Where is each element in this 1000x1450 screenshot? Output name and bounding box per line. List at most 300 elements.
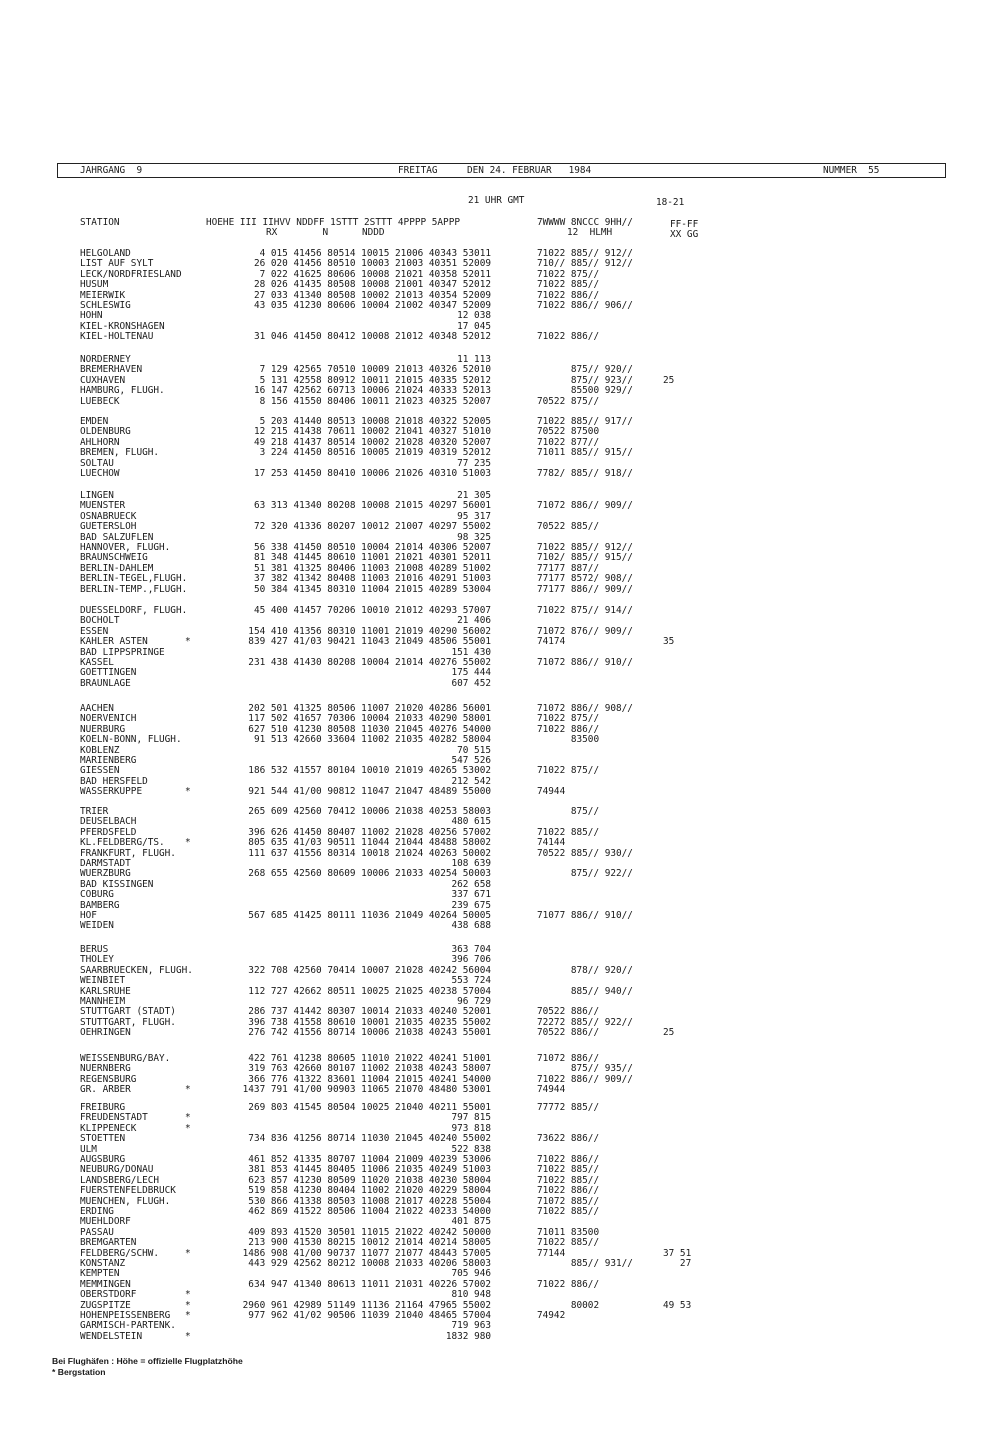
station-name: WENDELSTEIN — [80, 1330, 143, 1342]
table-row — [0, 532, 1000, 542]
observation-codes: 366 776 41322 83601 11004 21015 40241 54000 — [248, 1073, 491, 1085]
table-row — [0, 713, 1000, 723]
table-row — [0, 1258, 1000, 1268]
station-name: SAARBRUECKEN, FLUGH. — [80, 964, 193, 976]
weather-codes: 74944 — [537, 1084, 566, 1096]
wind-gust-codes: 27 — [663, 1258, 692, 1269]
observation-codes: 5 203 41440 80513 10008 21018 40322 52005 — [259, 416, 491, 427]
station-name: MANNHEIM — [80, 996, 126, 1007]
table-row — [0, 703, 1000, 713]
observation-codes: 95 317 — [457, 510, 491, 522]
footnote-mountain: * Bergstation — [52, 1367, 106, 1377]
station-name: HOF — [80, 910, 97, 921]
station-name: STUTTGART (STADT) — [80, 1006, 176, 1018]
table-row — [0, 975, 1000, 985]
station-name: LECK/NORDFRIESLAND — [80, 268, 182, 280]
weather-codes: 71022 877// — [537, 436, 600, 448]
weather-codes: 71077 886// 910// — [537, 910, 633, 921]
weather-codes: 875// 923// — [537, 374, 633, 386]
station-name: KIEL-HOLTENAU — [80, 331, 154, 343]
weather-codes: 83500 — [537, 734, 600, 746]
station-name: KAHLER ASTEN — [80, 636, 148, 648]
table-row — [0, 375, 1000, 385]
table-row — [0, 1027, 1000, 1037]
weather-codes: 74942 — [537, 1310, 566, 1321]
weather-codes: 70522 885// 930// — [537, 847, 633, 859]
weather-codes: 71022 886// — [537, 289, 600, 301]
mountain-marker: * — [185, 1330, 191, 1342]
station-name: FELDBERG/SCHW. — [80, 1247, 160, 1259]
observation-codes: 337 671 — [451, 889, 491, 901]
observation-codes: 363 704 — [451, 944, 491, 955]
station-name: HAMBURG, FLUGH. — [80, 385, 165, 397]
station-name: MEMMINGEN — [80, 1278, 131, 1290]
table-row — [0, 563, 1000, 573]
table-row — [0, 1206, 1000, 1216]
mountain-marker: * — [185, 837, 191, 849]
observation-codes: 70 515 — [457, 744, 491, 756]
station-name: PFERDSFELD — [80, 826, 137, 838]
table-row — [0, 1154, 1000, 1164]
page-header-bar — [57, 163, 946, 178]
main-columns-subheader: RX N NDDD — [266, 227, 385, 238]
observation-codes: 31 046 41450 80412 10008 21012 40348 52012 — [253, 331, 491, 343]
station-name: AUGSBURG — [80, 1154, 126, 1165]
table-row — [0, 573, 1000, 583]
weather-codes: 74174 — [537, 636, 566, 648]
station-name: WUERZBURG — [80, 868, 131, 880]
observation-codes: 286 737 41442 80307 10014 21033 40240 52001 — [248, 1006, 491, 1018]
observation-codes: 607 452 — [451, 677, 491, 689]
table-row — [0, 1112, 1000, 1122]
station-name: BAD SALZUFLEN — [80, 531, 154, 543]
weather-codes: 77177 8572/ 908// — [537, 573, 633, 585]
station-name: GARMISCH-PARTENK. — [80, 1320, 176, 1332]
weather-codes: 875// 935// — [537, 1063, 633, 1075]
table-row — [0, 331, 1000, 341]
observation-codes: 381 853 41445 80405 11006 21035 40249 51003 — [248, 1164, 491, 1176]
observation-codes: 16 147 42562 60713 10006 21024 40333 52013 — [253, 385, 491, 397]
station-name: MEIERWIK — [80, 289, 126, 301]
station-name: LUEBECK — [80, 395, 120, 407]
weather-codes: 71022 885// — [537, 1164, 600, 1176]
table-row — [0, 511, 1000, 521]
table-row — [0, 827, 1000, 837]
observation-codes: 443 929 42562 80212 10008 21033 40206 58003 — [248, 1258, 491, 1269]
table-row — [0, 868, 1000, 878]
table-row — [0, 310, 1000, 320]
observation-codes: 8 156 41550 80406 10011 21023 40325 52007 — [259, 395, 491, 407]
table-row — [0, 1133, 1000, 1143]
station-name: KASSEL — [80, 657, 114, 668]
table-row — [0, 468, 1000, 478]
table-row — [0, 745, 1000, 755]
observation-codes: 108 639 — [451, 858, 491, 869]
station-name: MUEHLDORF — [80, 1216, 131, 1228]
table-row — [0, 269, 1000, 279]
weather-codes: 72272 885// 922// — [537, 1016, 633, 1028]
observation-codes: 921 544 41/00 90812 11047 21047 48489 55000 — [248, 786, 491, 798]
table-row — [0, 910, 1000, 920]
station-name: HELGOLAND — [80, 248, 131, 259]
station-name: BERLIN-TEMP.,FLUGH. — [80, 583, 188, 595]
weather-codes: 71022 886// — [537, 1154, 600, 1165]
observation-codes: 63 313 41340 80208 10008 21015 40297 56001 — [253, 500, 491, 512]
station-name: NOERVENICH — [80, 713, 137, 725]
table-row — [0, 657, 1000, 667]
weather-codes: 71011 885// 915// — [537, 447, 633, 459]
wind-columns-header: FF-FF — [670, 219, 699, 230]
table-row — [0, 765, 1000, 775]
observation-codes: 268 655 42560 80609 10006 21033 40254 50003 — [248, 868, 491, 880]
wind-gust-codes: 25 — [663, 374, 675, 386]
table-row — [0, 776, 1000, 786]
observation-codes: 1486 908 41/00 90737 11077 21077 48443 57005 — [242, 1247, 491, 1259]
observation-codes: 519 858 41230 80404 11002 21020 40229 58004 — [248, 1185, 491, 1197]
weather-codes: 71022 885// 912// — [537, 248, 633, 259]
table-row — [0, 667, 1000, 677]
table-row — [0, 1310, 1000, 1320]
station-name: STOETTEN — [80, 1133, 126, 1145]
station-name: LIST AUF SYLT — [80, 258, 154, 270]
table-row — [0, 584, 1000, 594]
observation-codes: 111 637 41556 80314 10018 21024 40263 50002 — [248, 847, 491, 859]
weather-codes: 71022 875// — [537, 765, 600, 777]
station-name: MUENCHEN, FLUGH. — [80, 1195, 171, 1207]
observation-codes: 12 038 — [457, 310, 491, 322]
table-row — [0, 816, 1000, 826]
weather-codes: 73622 886// — [537, 1133, 600, 1145]
weather-codes: 71022 885// — [537, 279, 600, 291]
observation-codes: 401 875 — [451, 1216, 491, 1228]
observation-codes: 530 866 41338 80503 11008 21017 40228 55004 — [248, 1195, 491, 1207]
table-row — [0, 1185, 1000, 1195]
weather-columns-subheader: 12 HLMH — [567, 227, 613, 238]
weather-codes: 7102/ 885// 915// — [537, 552, 633, 564]
observation-codes: 28 026 41435 80508 10008 21001 40347 52012 — [253, 279, 491, 291]
observation-codes: 21 406 — [457, 615, 491, 627]
station-name: KLIPPENECK — [80, 1122, 137, 1134]
table-row — [0, 626, 1000, 636]
observation-codes: 1437 791 41/00 90903 11065 21070 48480 53001 — [242, 1084, 491, 1096]
station-name: ESSEN — [80, 625, 109, 637]
table-row — [0, 848, 1000, 858]
station-name: PASSAU — [80, 1226, 114, 1238]
observation-codes: 634 947 41340 80613 11011 21031 40226 57002 — [248, 1278, 491, 1290]
table-row — [0, 986, 1000, 996]
table-row — [0, 1320, 1000, 1330]
weather-columns-header: 7WWWW 8NCCC 9HH// — [537, 217, 633, 228]
observation-codes: 269 803 41545 80504 10025 21040 40211 55001 — [248, 1102, 491, 1113]
observation-codes: 12 215 41438 70611 10002 21041 40327 51010 — [253, 426, 491, 438]
observation-codes: 26 020 41456 80510 10003 21003 40351 52009 — [253, 258, 491, 270]
observation-codes: 7 129 42565 70510 10009 21013 40326 52010 — [259, 364, 491, 376]
table-row — [0, 996, 1000, 1006]
weather-codes: 71022 886// — [537, 723, 600, 735]
observation-codes: 705 946 — [451, 1268, 491, 1280]
observation-codes: 396 706 — [451, 954, 491, 966]
station-name: TRIER — [80, 806, 109, 817]
station-name: KOELN-BONN, FLUGH. — [80, 734, 182, 746]
observation-codes: 51 381 41325 80406 11003 21008 40289 51002 — [253, 562, 491, 574]
station-name: WEINBIET — [80, 975, 126, 987]
table-row — [0, 279, 1000, 289]
weather-codes: 71022 875// 914// — [537, 605, 633, 616]
table-row — [0, 1074, 1000, 1084]
observation-codes: 11 113 — [457, 354, 491, 365]
station-name: HOHENPEISSENBERG — [80, 1310, 171, 1321]
weather-codes: 71072 886// — [537, 1053, 600, 1064]
weather-codes: 74944 — [537, 786, 566, 798]
station-name: HANNOVER, FLUGH. — [80, 542, 171, 553]
observation-codes: 7 022 41625 80606 10008 21021 40358 52011 — [259, 268, 491, 280]
table-row — [0, 944, 1000, 954]
table-row — [0, 605, 1000, 615]
weather-codes: 85500 929// — [537, 385, 633, 397]
weather-codes: 77177 887// — [537, 562, 600, 574]
observation-codes: 117 502 41657 70306 10004 21033 40290 58001 — [248, 713, 491, 725]
station-name: BOCHOLT — [80, 615, 120, 627]
table-row — [0, 364, 1000, 374]
observation-codes: 81 348 41445 80610 11001 21021 40301 52011 — [253, 552, 491, 564]
observation-codes: 4 015 41456 80514 10015 21006 40343 53011 — [259, 248, 491, 259]
observation-codes: 839 427 41/03 90421 11043 21049 48506 55001 — [248, 636, 491, 648]
observation-codes: 319 763 42660 80107 11002 21038 40243 58007 — [248, 1063, 491, 1075]
station-name: EMDEN — [80, 416, 109, 427]
weather-codes: 77144 — [537, 1247, 566, 1259]
mountain-marker: * — [185, 1289, 191, 1301]
observation-codes: 212 542 — [451, 775, 491, 787]
issue-number: NUMMER 55 — [823, 165, 880, 176]
observation-codes: 151 430 — [451, 646, 491, 658]
station-name: REGENSBURG — [80, 1073, 137, 1085]
station-name: ULM — [80, 1143, 97, 1155]
observation-codes: 438 688 — [451, 920, 491, 932]
range-title: 18-21 — [656, 197, 685, 208]
observation-codes: 56 338 41450 80510 10004 21014 40306 52007 — [253, 542, 491, 553]
table-row — [0, 458, 1000, 468]
station-name: BREMGARTEN — [80, 1237, 137, 1249]
observation-codes: 231 438 41430 80208 10004 21014 40276 55002 — [248, 657, 491, 668]
table-row — [0, 786, 1000, 796]
observation-codes: 49 218 41437 80514 10002 21028 40320 52007 — [253, 436, 491, 448]
observation-codes: 396 626 41450 80407 11002 21028 40256 57002 — [248, 826, 491, 838]
mountain-marker: * — [185, 1247, 191, 1259]
table-row — [0, 636, 1000, 646]
mountain-marker: * — [185, 1310, 191, 1321]
station-name: DARMSTADT — [80, 858, 131, 869]
station-name: BRAUNSCHWEIG — [80, 552, 148, 564]
station-name: ERDING — [80, 1206, 114, 1217]
weather-codes: 875// 920// — [537, 364, 633, 376]
station-name: STUTTGART, FLUGH. — [80, 1016, 176, 1028]
table-row — [0, 954, 1000, 964]
weather-codes: 71022 885// 912// — [537, 542, 633, 553]
observation-codes: 239 675 — [451, 899, 491, 911]
station-name: KEMPTEN — [80, 1268, 120, 1280]
station-name: OEHRINGEN — [80, 1027, 131, 1039]
station-name: KL.FELDBERG/TS. — [80, 837, 165, 849]
station-name: THOLEY — [80, 954, 114, 966]
observation-codes: 396 738 41558 80610 10001 21035 40235 55002 — [248, 1016, 491, 1028]
station-name: WEIDEN — [80, 920, 114, 932]
observation-codes: 213 900 41530 80215 10012 21014 40214 58005 — [248, 1237, 491, 1249]
jahrgang-label: JAHRGANG 9 — [80, 165, 143, 176]
table-row — [0, 920, 1000, 930]
weather-codes: 885// 940// — [537, 985, 633, 997]
station-name: SCHLESWIG — [80, 300, 131, 311]
table-row — [0, 879, 1000, 889]
station-name: BAMBERG — [80, 899, 120, 911]
mountain-marker: * — [185, 636, 191, 648]
observation-codes: 21 305 — [457, 490, 491, 501]
main-columns-header: HOEHE III IIHVV NDDFF 1STTT 2STTT 4PPPP 5APPP — [206, 217, 460, 228]
observation-codes: 50 384 41345 80310 11004 21015 40289 53004 — [253, 583, 491, 595]
observation-codes: 96 729 — [457, 996, 491, 1007]
station-name: MARIENBERG — [80, 755, 137, 766]
observation-codes: 17 253 41450 80410 10006 21026 40310 51003 — [253, 468, 491, 479]
table-row — [0, 889, 1000, 899]
table-row — [0, 300, 1000, 310]
station-name: BREMERHAVEN — [80, 364, 143, 376]
station-name: CUXHAVEN — [80, 374, 126, 386]
table-row — [0, 1063, 1000, 1073]
table-row — [0, 615, 1000, 625]
weather-codes: 71022 885// — [537, 1237, 600, 1249]
station-name: HOHN — [80, 310, 103, 322]
station-name: BERLIN-TEGEL,FLUGH. — [80, 573, 188, 585]
observation-codes: 461 852 41335 80707 11004 21009 40239 53006 — [248, 1154, 491, 1165]
observation-codes: 72 320 41336 80207 10012 21007 40297 55002 — [253, 521, 491, 533]
station-name: HUSUM — [80, 279, 109, 291]
date-label: DEN 24. FEBRUAR 1984 — [467, 165, 592, 176]
station-name: WEISSENBURG/BAY. — [80, 1053, 171, 1064]
table-row — [0, 1237, 1000, 1247]
observation-codes: 202 501 41325 80506 11007 21020 40286 56001 — [248, 703, 491, 714]
observation-codes: 480 615 — [451, 816, 491, 828]
table-row — [0, 1300, 1000, 1310]
table-row — [0, 1102, 1000, 1112]
observation-codes: 977 962 41/02 90506 11039 21040 48465 57004 — [248, 1310, 491, 1321]
table-row — [0, 837, 1000, 847]
weather-codes: 70522 87500 — [537, 426, 600, 438]
station-name: BERLIN-DAHLEM — [80, 562, 154, 574]
station-name: NEUBURG/DONAU — [80, 1164, 154, 1176]
station-name: NUERNBERG — [80, 1063, 131, 1075]
wind-gust-codes: 25 — [663, 1027, 675, 1039]
weather-codes: 70522 886// — [537, 1006, 600, 1018]
table-row — [0, 396, 1000, 406]
observation-codes: 265 609 42560 70412 10006 21038 40253 58003 — [248, 806, 491, 817]
weather-codes: 70522 875// — [537, 395, 600, 407]
weather-codes: 70522 886// — [537, 1027, 600, 1039]
weather-codes: 71022 885// — [537, 1206, 600, 1217]
table-row — [0, 490, 1000, 500]
table-row — [0, 1175, 1000, 1185]
station-name: NORDERNEY — [80, 354, 131, 365]
weather-codes: 71022 886// 909// — [537, 1073, 633, 1085]
observation-codes: 322 708 42560 70414 10007 21028 40242 56004 — [248, 964, 491, 976]
table-row — [0, 1248, 1000, 1258]
table-row — [0, 678, 1000, 688]
observation-codes: 719 963 — [451, 1320, 491, 1332]
weather-codes: 71011 83500 — [537, 1226, 600, 1238]
station-name: OLDENBURG — [80, 426, 131, 438]
wind-gust-codes: 37 51 — [663, 1247, 692, 1259]
weather-codes: 71022 885// — [537, 1174, 600, 1186]
table-row — [0, 1123, 1000, 1133]
station-name: BREMEN, FLUGH. — [80, 447, 160, 459]
observation-codes: 37 382 41342 80408 11003 21016 40291 51003 — [253, 573, 491, 585]
station-name: BAD LIPPSPRINGE — [80, 646, 165, 658]
station-name: GR. ARBER — [80, 1084, 131, 1096]
table-row — [0, 1144, 1000, 1154]
table-row — [0, 552, 1000, 562]
observation-codes: 547 526 — [451, 755, 491, 766]
mountain-marker: * — [185, 1084, 191, 1096]
station-name: GUETERSLOH — [80, 521, 137, 533]
observation-codes: 623 857 41230 80509 11020 21038 40230 58004 — [248, 1174, 491, 1186]
observation-codes: 276 742 41556 80714 10006 21038 40243 55001 — [248, 1027, 491, 1039]
table-row — [0, 1268, 1000, 1278]
table-row — [0, 1006, 1000, 1016]
table-row — [0, 858, 1000, 868]
station-column-header: STATION — [80, 217, 120, 228]
station-name: KOBLENZ — [80, 744, 120, 756]
weather-codes: 71022 886// — [537, 1185, 600, 1197]
station-name: KIEL-KRONSHAGEN — [80, 320, 165, 332]
observation-codes: 154 410 41356 80310 11001 21019 40290 56002 — [248, 625, 491, 637]
table-row — [0, 248, 1000, 258]
station-name: BAD KISSINGEN — [80, 878, 154, 890]
table-row — [0, 500, 1000, 510]
weather-codes: 74144 — [537, 837, 566, 849]
observation-codes: 973 818 — [451, 1122, 491, 1134]
observation-codes: 553 724 — [451, 975, 491, 987]
observation-codes: 810 948 — [451, 1289, 491, 1301]
observation-codes: 422 761 41238 80605 11010 21022 40241 51001 — [248, 1053, 491, 1064]
table-row — [0, 258, 1000, 268]
table-row — [0, 354, 1000, 364]
table-row — [0, 965, 1000, 975]
station-name: DEUSELBACH — [80, 816, 137, 828]
station-name: AACHEN — [80, 703, 114, 714]
station-name: LANDSBERG/LECH — [80, 1174, 160, 1186]
station-name: LUECHOW — [80, 468, 120, 479]
station-name: GOETTINGEN — [80, 667, 137, 679]
table-row — [0, 385, 1000, 395]
weather-codes: 885// 931// — [537, 1258, 633, 1269]
weather-codes: 71072 876// 909// — [537, 625, 633, 637]
weather-codes: 875// — [537, 806, 600, 817]
table-row — [0, 734, 1000, 744]
weather-codes: 77177 886// 909// — [537, 583, 633, 595]
observation-codes: 627 510 41230 80508 11030 21045 40276 54000 — [248, 723, 491, 735]
table-row — [0, 1279, 1000, 1289]
weather-codes: 71072 886// 909// — [537, 500, 633, 512]
wind-columns-subheader: XX GG — [670, 229, 699, 240]
observation-codes: 43 035 41230 80606 10004 21002 40347 52009 — [253, 300, 491, 311]
observation-codes: 3 224 41450 80516 10005 21019 40319 52012 — [259, 447, 491, 459]
station-name: FRANKFURT, FLUGH. — [80, 847, 176, 859]
weather-codes: 80002 — [537, 1299, 600, 1311]
weather-codes: 71022 875// — [537, 268, 600, 280]
wind-gust-codes: 35 — [663, 636, 675, 648]
station-name: COBURG — [80, 889, 114, 901]
mountain-marker: * — [185, 1122, 191, 1134]
weather-codes: 71022 886// 906// — [537, 300, 633, 311]
weather-codes: 71072 886// 908// — [537, 703, 633, 714]
